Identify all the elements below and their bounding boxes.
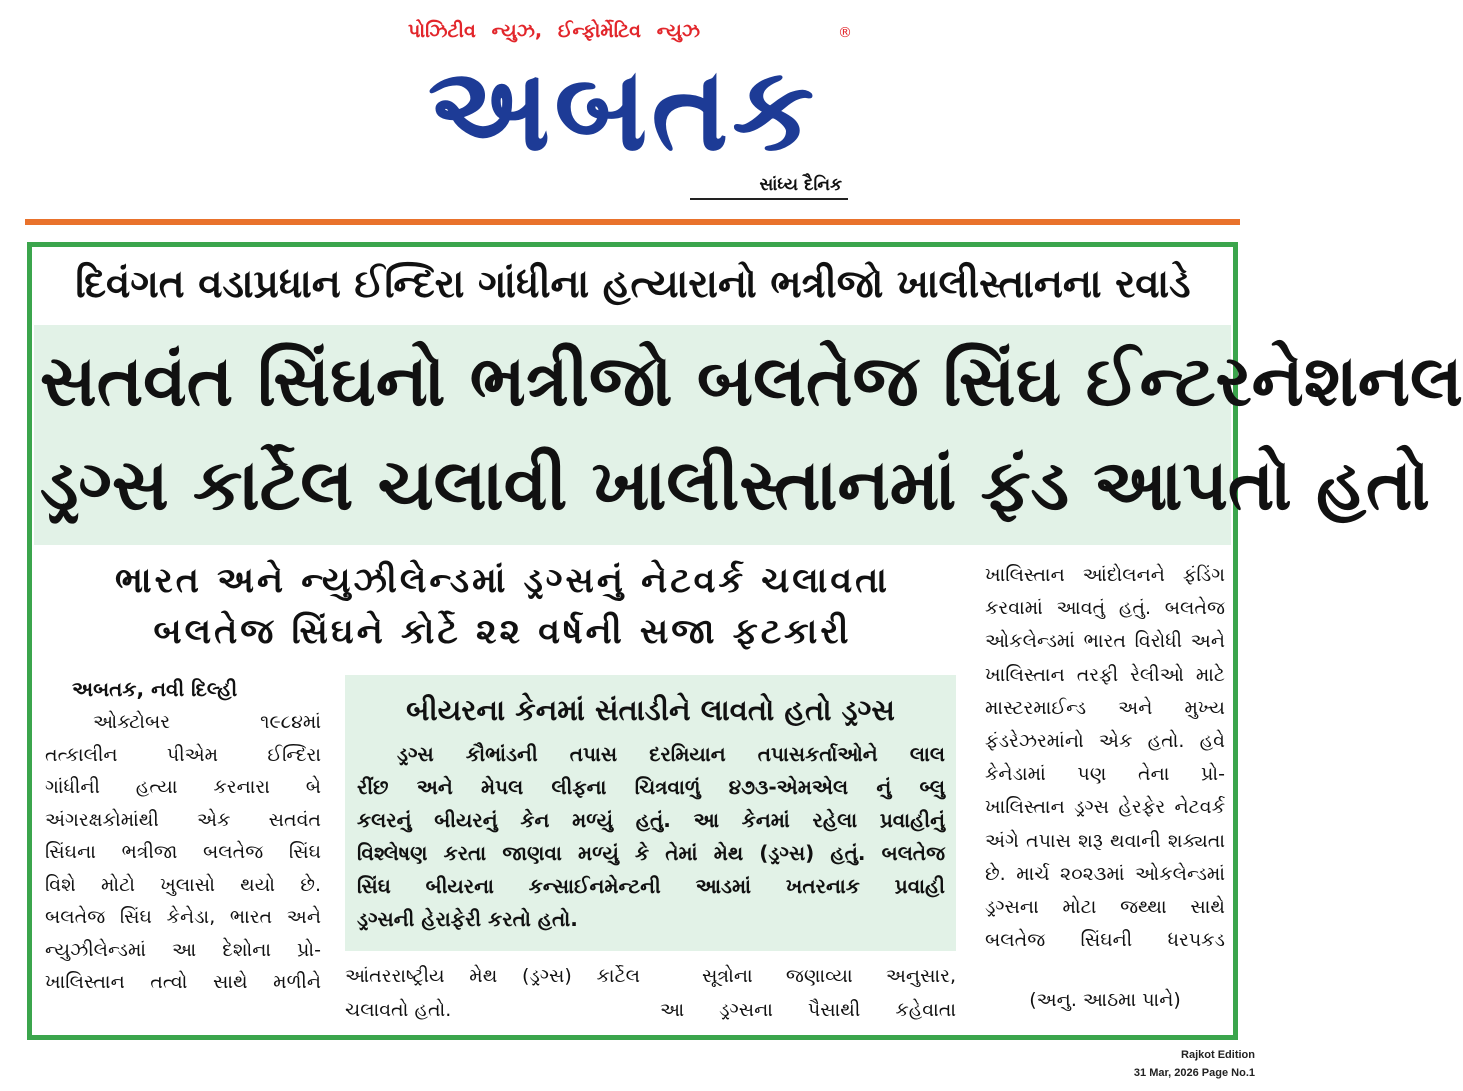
boxout-line: કલરનું બીયરનું કેન મળ્યું હતું. આ કેનમાં રહેલા પ્રવાહીનું (357, 808, 945, 832)
right-column (985, 559, 1225, 957)
boxout-line: ડ્રગ્સની હેરાફેરી કરતો હતો. (357, 907, 578, 931)
continuation-note: (અનુ. આઠમા પાને) (1029, 989, 1181, 1011)
left-column (45, 706, 321, 999)
body-line: ડ્રગ્સના મોટા જથ્થા સાથે (985, 895, 1225, 918)
body-line: અંગરક્ષકોમાંથી એક સતવંત (45, 808, 321, 831)
masthead-tagline: પોઝિટીવ ન્યુઝ, ઈન્ફોર્મેટિવ ન્યુઝ (408, 20, 700, 42)
body-line: સૂત્રોના જણાવ્યા અનુસાર, (702, 965, 956, 987)
body-line: ખાલિસ્તાન ડ્રગ્સ હેરફેર નેટવર્ક (985, 796, 1225, 819)
article-kicker: દિવંગત વડાપ્રધાન ઈન્દિરા ગાંધીના હત્યારાનો ભત્રીજો ખાલીસ્તાનના રવાડે (75, 262, 1191, 307)
headline-line: સતવંત સિંઘનો ભત્રીજો બલતેજ સિંઘ ઈન્ટરનેશનલ (40, 340, 1463, 422)
masthead-subtitle: સાંધ્ય દૈનિક (690, 172, 848, 200)
subheadline-line: ભારત અને ન્યુઝીલેન્ડમાં ડ્રગ્સનું નેટવર્ક ચલાવતા (115, 561, 890, 601)
page-footer (1035, 1046, 1255, 1082)
boxout-body (357, 738, 945, 936)
body-line: કેનેડામાં પણ તેના પ્રો- (985, 763, 1225, 786)
edition-label: Rajkot Edition (1181, 1049, 1255, 1061)
body-line: આ ડ્રગ્સના પૈસાથી કહેવાતા (660, 999, 956, 1021)
boxout-line: ડ્રગ્સ કૌભાંડની તપાસ દરમિયાન તપાસકર્તાઓને લાલ (397, 742, 945, 766)
body-line: વિશે મોટો ખુલાસો થયો છે. (45, 873, 321, 896)
body-line: ચલાવતો હતો. (345, 999, 452, 1021)
body-line: ખાલિસ્તાન તત્વો સાથે મળીને (45, 971, 321, 993)
masthead-logo: અબતક (427, 42, 819, 177)
body-line: છે. માર્ચ ૨૦૨૩માં ઓકલેન્ડમાં (985, 862, 1225, 885)
boxout-line: સિંઘ બીયરના કન્સાઈનમેન્ટની આડમાં ખતરનાક પ્રવાહી (357, 874, 945, 898)
body-line: ફંડરેઝરમાંનો એક હતો. હવે (985, 729, 1225, 752)
body-line: તત્કાલીન પીએમ ઈન્દિરા (45, 743, 321, 766)
middle-left-column (345, 959, 640, 1027)
body-line: સિંઘના ભત્રીજા બલતેજ સિંઘ (45, 841, 321, 863)
body-line: અંગે તપાસ શરૂ થવાની શક્યતા (985, 829, 1225, 852)
middle-right-column (660, 959, 956, 1027)
boxout-title: બીયરના કેનમાં સંતાડીને લાવતો હતો ડ્રગ્સ (406, 693, 895, 727)
subheadline-line: બલતેજ સિંઘને કોર્ટે ૨૨ વર્ષની સજા ફટકારી (153, 612, 852, 652)
registered-mark-icon: ® (838, 25, 852, 41)
boxout-line: વિશ્લેષણ કરતા જાણવા મળ્યું કે તેમાં મેથ (ડ્રગ્સ) હતું. બલતેજ (357, 841, 945, 865)
body-line: ખાલિસ્તાન આંદોલનને ફંડિંગ (985, 564, 1225, 586)
body-line: બલતેજ સિંઘ કેનેડા, ભારત અને (45, 906, 321, 928)
body-line: ઓકલેન્ડમાં ભારત વિરોધી અને (985, 630, 1225, 653)
body-line: માસ્ટરમાઈન્ડ અને મુખ્ય (985, 696, 1225, 719)
body-line: બલતેજ સિંઘની ધરપકડ (985, 929, 1225, 952)
body-line: ઓક્ટોબર ૧૯૮૪માં (93, 711, 321, 733)
header-divider (25, 219, 1240, 225)
dateline: અબતક, નવી દિલ્હી (72, 677, 238, 701)
headline-line: ડ્રગ્સ કાર્ટેલ ચલાવી ખાલીસ્તાનમાં ફંડ આપતો હતો (40, 444, 1430, 526)
body-line: ખાલિસ્તાન તરફી રેલીઓ માટે (985, 663, 1225, 686)
body-line: ગાંધીની હત્યા કરનારા બે (45, 776, 321, 798)
body-line: ન્યુઝીલેન્ડમાં આ દેશોના પ્રો- (45, 938, 321, 961)
boxout-line: રીંછ અને મેપલ લીફના ચિત્રવાળું ૪૭૩-એમએલ નું બ્લુ (357, 775, 945, 799)
date-page-label: 31 Mar, 2026 Page No.1 (1133, 1067, 1255, 1079)
body-line: કરવામાં આવતું હતું. બલતેજ (985, 597, 1225, 620)
body-line: આંતરરાષ્ટ્રીય મેથ (ડ્રગ્સ) કાર્ટેલ (345, 965, 640, 987)
